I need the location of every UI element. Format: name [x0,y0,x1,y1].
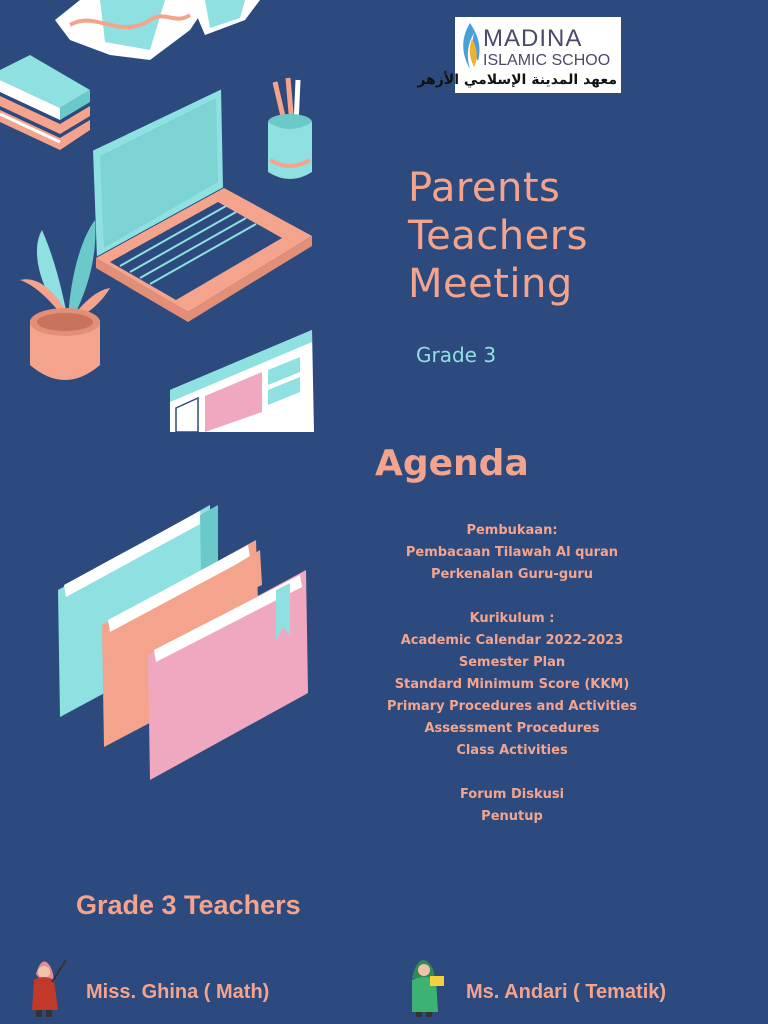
map-icon [55,0,260,60]
agenda-item: Penutup [481,809,543,824]
teacher-name: Miss. Ghina ( Math) [86,981,270,1003]
title-line: Teachers [408,213,588,259]
agenda-item: Academic Calendar 2022-2023 [400,633,624,648]
logo-arabic-text: معهد المدينة الإسلامي الأزهر [417,72,617,88]
logo-name-line1: MADINA [483,25,583,52]
study-desk-illustration [0,0,330,432]
folders-illustration [50,495,320,785]
agenda-item: Semester Plan [458,655,566,670]
agenda-item: Class Activities [456,743,568,758]
agenda-item: Pembukaan: [466,523,558,538]
logo-name-line2: ISLAMIC SCHOO [483,52,611,69]
flame-logo-icon [458,21,482,71]
teacher-name: Ms. Andari ( Tematik) [466,981,667,1003]
browser-window-icon [170,330,314,432]
agenda-item: Assessment Procedures [424,721,600,736]
teacher-avatar-icon [408,952,448,1018]
agenda-group [372,520,652,586]
agenda-item: Standard Minimum Score (KKM) [394,677,630,692]
title-line: Meeting [408,261,573,307]
page-title [408,164,588,308]
teacher-avatar-icon [28,952,70,1018]
agenda-item: Perkenalan Guru-guru [430,567,594,582]
pencil-cup-icon [268,78,312,179]
agenda-list [372,520,652,850]
agenda-item: Forum Diskusi [459,787,565,802]
agenda-item: Primary Procedures and Activities [386,699,638,714]
agenda-item: Pembacaan Tilawah Al quran [405,545,619,560]
agenda-title: Agenda [375,443,529,484]
grade-label: Grade 3 [416,343,497,367]
school-logo [417,17,621,93]
agenda-group [372,784,652,828]
agenda-item: Kurikulum : [469,611,555,626]
teachers-title: Grade 3 Teachers [76,890,301,920]
agenda-group [372,608,652,762]
title-line: Parents [408,165,561,211]
books-icon [0,55,90,150]
